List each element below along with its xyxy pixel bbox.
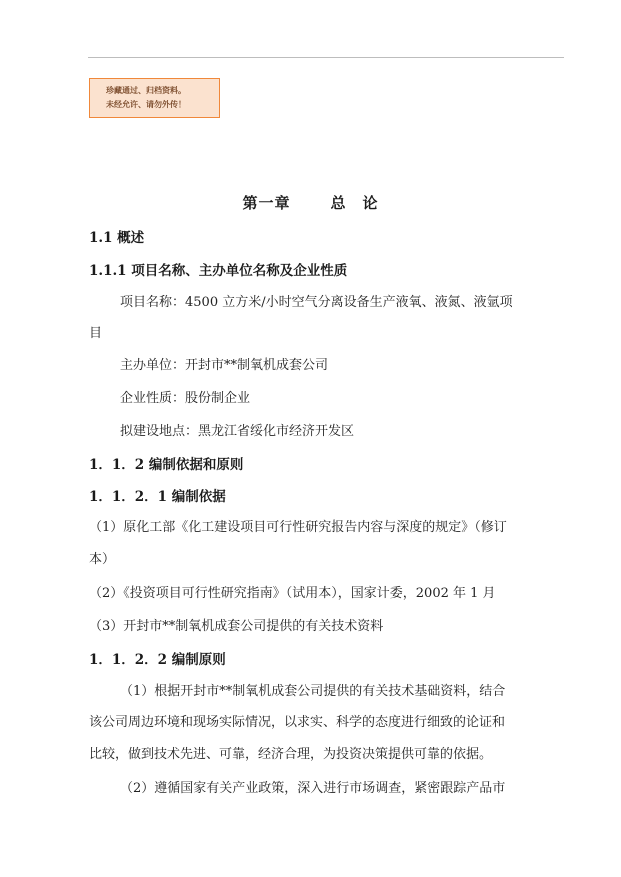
section-1-1-2-2-heading: 1．1．2．2 编制原则 [89,652,226,668]
principle-1-line-1: （1）根据开封市**制氧机成套公司提供的有关技术基础资料，结合 [120,684,506,699]
stamp-line-2: 未经允许、请勿外传！ [106,100,186,109]
stamp-line-1: 珍藏通过、归档资料。 [106,86,186,95]
section-1-1-2-1-heading: 1．1．2．1 编制依据 [89,489,226,505]
basis-3: （3）开封市**制氧机成套公司提供的有关技术资料 [89,619,384,634]
project-name-line-1: 项目名称：4500 立方米/小时空气分离设备生产液氧、液氮、液氩项 [120,295,513,310]
basis-2: （2）《投资项目可行性研究指南》（试用本），国家计委，2002 年 1 月 [89,586,496,601]
chapter-heading [0,194,621,212]
construction-site: 拟建设地点：黑龙江省绥化市经济开发区 [120,424,355,439]
section-1-1-1-heading: 1.1.1 项目名称、主办单位名称及企业性质 [89,263,348,279]
principle-1-line-3: 比较，做到技术先进、可靠，经济合理，为投资决策提供可靠的依据。 [89,747,493,762]
project-name-line-2: 目 [89,326,103,341]
principle-2-line-1: （2）遵循国家有关产业政策，深入进行市场调查，紧密跟踪产品市 [120,781,506,796]
chapter-number: 第一章 [242,194,291,212]
basis-1-line-1: （1）原化工部《化工建设项目可行性研究报告内容与深度的规定》（修订 [89,520,507,535]
basis-1-line-2: 本） [89,552,116,567]
section-1-1-heading: 1.1 概述 [89,230,145,246]
enterprise-nature: 企业性质：股份制企业 [120,391,251,406]
header-rule [88,57,564,58]
host-unit: 主办单位：开封市**制氧机成套公司 [120,358,329,373]
principle-1-line-2: 该公司周边环境和现场实际情况，以求实、科学的态度进行细致的论证和 [89,715,506,730]
chapter-title: 总 论 [330,194,379,212]
confidential-stamp [89,78,220,118]
section-1-1-2-heading: 1．1．2 编制依据和原则 [89,457,244,473]
